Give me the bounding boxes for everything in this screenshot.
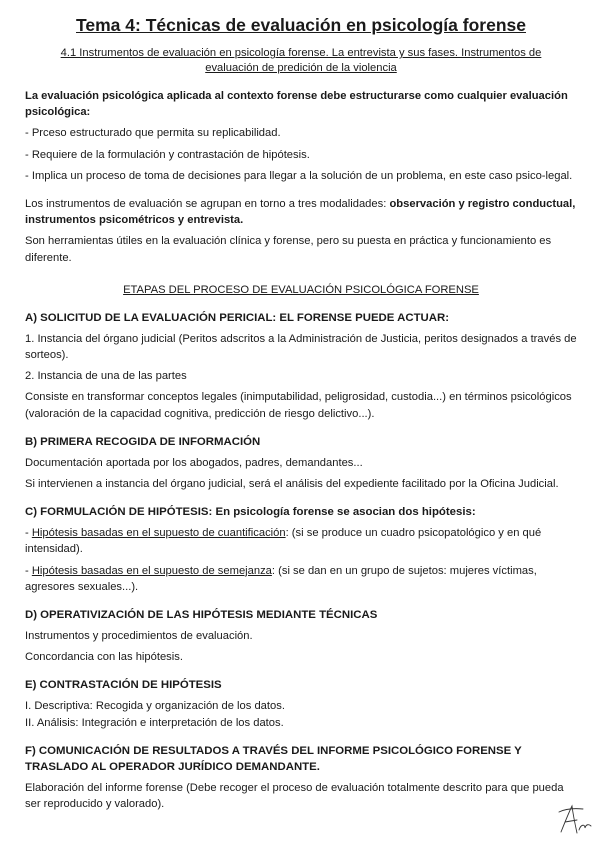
section-e-title: E) CONTRASTACIÓN DE HIPÓTESIS xyxy=(25,679,222,692)
section-a-title: A) SOLICITUD DE LA EVALUACIÓN PERICIAL: EL FORENSE PUEDE ACTUAR: xyxy=(25,311,449,324)
signature-icon xyxy=(555,800,595,840)
section-e-item: II. Análisis: Integración e interpretación de los datos. xyxy=(25,716,284,729)
intro-bullet: - Prceso estructurado que permita su replicabilidad. xyxy=(25,127,281,140)
section-a-item: 1. Instancia del órgano judicial (Peritos adscritos a la Administración de Justicia, peritos designados a través de sorteos). xyxy=(25,332,577,362)
hypothesis-similarity-label: Hipótesis basadas en el supuesto de semejanza xyxy=(31,564,272,577)
instruments-paragraph xyxy=(25,196,577,228)
section-b-title: B) PRIMERA RECOGIDA DE INFORMACIÓN xyxy=(25,435,261,448)
intro-bullet: - Requiere de la formulación y contrastación de hipótesis. xyxy=(25,148,310,161)
section-d-title: D) OPERATIVIZACIÓN DE LAS HIPÓTESIS MEDIANTE TÉCNICAS xyxy=(25,609,378,622)
section-b-item: Si intervienen a instancia del órgano judicial, será el análisis del expediente facilitado por la Oficina Judicial. xyxy=(25,478,559,491)
instruments-modalities: observación y registro conductual, instrumentos psicométricos y entrevista. xyxy=(25,198,576,227)
hypothesis-quantification-label: Hipótesis basadas en el supuesto de cuantificación xyxy=(31,527,286,540)
intro-bullet: - Implica un proceso de toma de decisiones para llegar a la solución de un problema, en este caso psico-legal. xyxy=(25,169,573,182)
section-d-item: Instrumentos y procedimientos de evaluación. xyxy=(25,630,253,643)
section-d-item: Concordancia con las hipótesis. xyxy=(25,651,183,664)
section-c-hypothesis-1 xyxy=(25,525,577,557)
section-c-title: C) FORMULACIÓN DE HIPÓTESIS: En psicología forense se asocian dos hipótesis: xyxy=(25,506,476,519)
bullet-dash: - xyxy=(25,564,32,577)
etapas-heading: ETAPAS DEL PROCESO DE EVALUACIÓN PSICOLÓGICA FORENSE xyxy=(123,283,479,296)
intro-lead: La evaluación psicológica aplicada al contexto forense debe estructurarse como cualquier evaluación psicológica: xyxy=(25,90,568,119)
instruments-prefix: Los instrumentos de evaluación se agrupan en torno a tres modalidades: xyxy=(25,198,390,211)
section-f-title: F) COMUNICACIÓN DE RESULTADOS A TRAVÉS DEL INFORME PSICOLÓGICO FORENSE Y TRASLADO AL OPERADOR JURÍDICO DEMANDANTE. xyxy=(25,744,522,773)
section-a-paragraph: Consiste en transformar conceptos legales (inimputabilidad, peligrosidad, custodia...) en términos psicológicos (valoración de la capacidad cognitiva, predicción de riesgo delictivo...). xyxy=(25,391,572,420)
utility-paragraph: Son herramientas útiles en la evaluación clínica y forense, pero su puesta en práctica y funcionamiento es diferente. xyxy=(25,235,552,264)
hypothesis-quantification-text: : (si se produce un cuadro psicopatológico y en qué intensidad). xyxy=(25,527,542,556)
section-f-paragraph: Elaboración del informe forense (Debe recoger el proceso de evaluación totalmente descrito para que pueda ser reproducido y valorado). xyxy=(25,781,564,811)
section-b-item: Documentación aportada por los abogados, padres, demandantes... xyxy=(25,456,363,469)
bullet-dash: - xyxy=(25,527,32,540)
document-page xyxy=(25,14,577,812)
hypothesis-similarity-text: : (si se dan en un grupo de sujetos: mujeres víctimas, agresores sexuales...). xyxy=(25,564,537,593)
section-a-item: 2. Instancia de una de las partes xyxy=(25,370,187,383)
section-c-hypothesis-2 xyxy=(25,563,577,595)
section-subtitle: 4.1 Instrumentos de evaluación en psicología forense. La entrevista y sus fases. Instrumentos de evaluación de predición de la violencia xyxy=(60,47,542,74)
section-e-item: I. Descriptiva: Recogida y organización de los datos. xyxy=(25,700,285,713)
page-title: Tema 4: Técnicas de evaluación en psicología forense xyxy=(76,15,526,35)
